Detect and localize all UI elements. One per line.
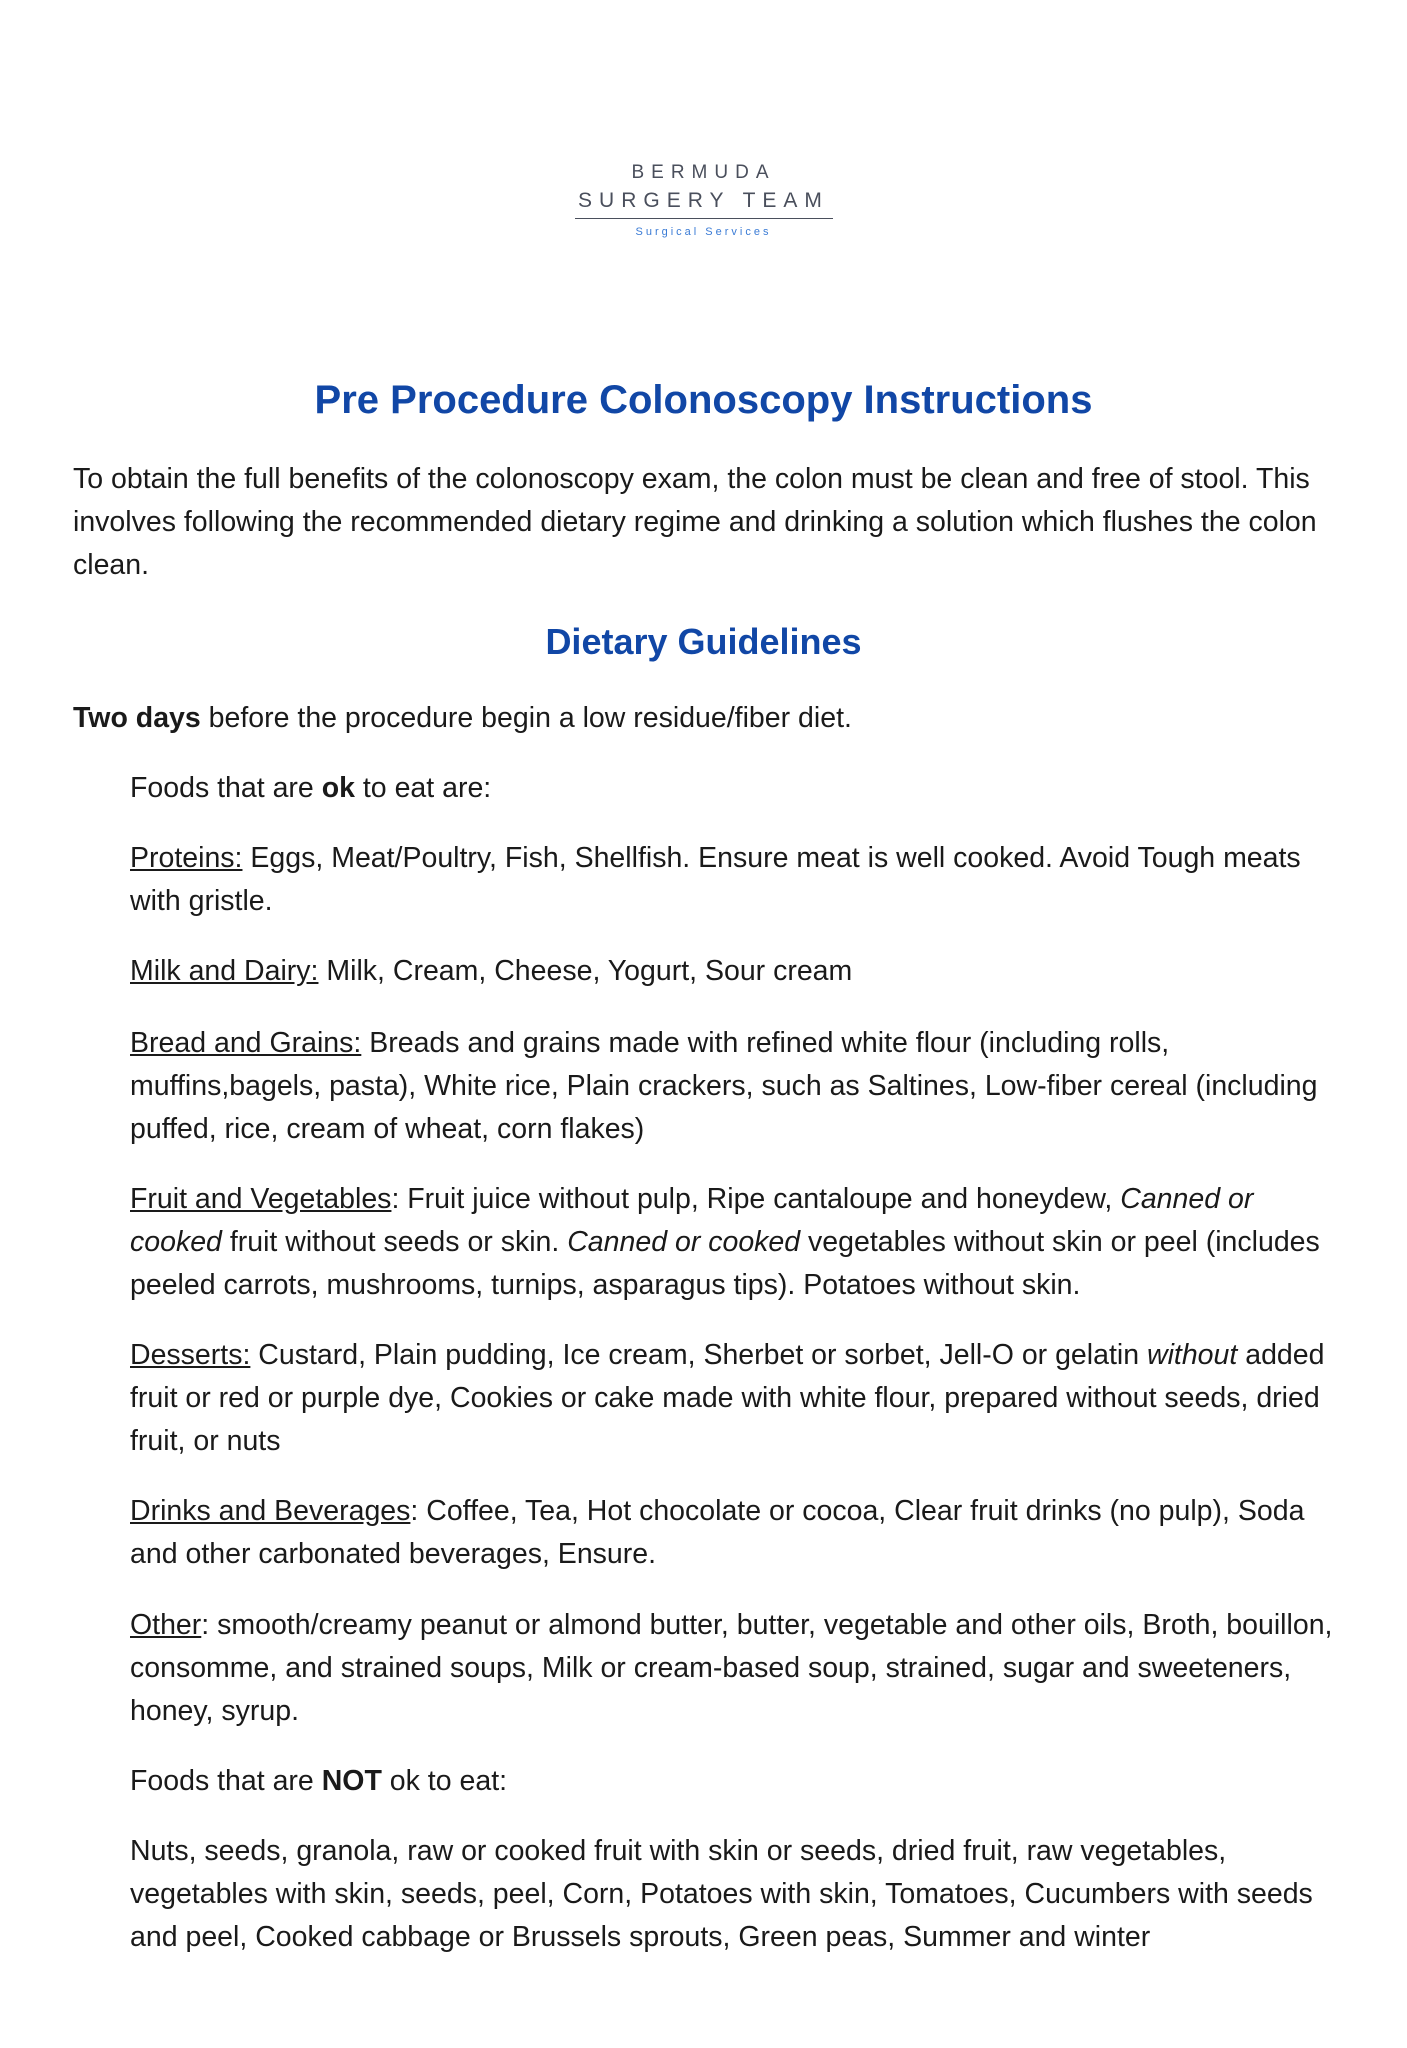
- not-ok-pre: Foods that are: [130, 1765, 322, 1797]
- fruit-paragraph: [130, 1178, 1350, 1307]
- page-title: Pre Procedure Colonoscopy Instructions: [314, 378, 1093, 422]
- fruit-italic-2: Canned or cooked: [567, 1226, 801, 1258]
- other-label: Other: [130, 1609, 202, 1641]
- bread-label: Bread and Grains:: [130, 1027, 362, 1059]
- drinks-text: : Coffee, Tea, Hot chocolate or cocoa, Clear fruit drinks (no pulp), Soda and other carbonated beverages, Ensure.: [130, 1495, 1305, 1570]
- not-ok-intro: [130, 1760, 1350, 1803]
- drinks-paragraph: [130, 1490, 1350, 1576]
- two-days-bold: Two days: [73, 702, 201, 734]
- two-days-text: before the procedure begin a low residue/fiber diet.: [200, 702, 852, 734]
- not-ok-bold: NOT: [321, 1765, 382, 1797]
- bread-paragraph: [130, 1022, 1350, 1151]
- bread-text: Breads and grains made with refined white flour (including rolls, muffins,bagels, pasta), White rice, Plain crackers, such as Saltines, Low-fiber cereal (including puffed, rice, cream of wheat, corn flakes): [130, 1027, 1318, 1145]
- not-ok-foods-list: Nuts, seeds, granola, raw or cooked fruit with skin or seeds, dried fruit, raw vegetables, vegetables with skin, seeds, peel, Corn, Potatoes with skin, Tomatoes, Cucumbers with seeds and peel, Cooked cabbage or Brussels sprouts, Green peas, Summer and winter: [130, 1835, 1313, 1953]
- desserts-text-2: added fruit or red or purple dye, Cookies or cake made with white flour, prepared without seeds, dried fruit, or nuts: [130, 1339, 1325, 1457]
- dairy-paragraph: [130, 950, 1350, 993]
- fruit-label: Fruit and Vegetables: [130, 1183, 392, 1215]
- logo-line-2: SURGERY TEAM: [578, 189, 829, 212]
- drinks-label: Drinks and Beverages: [130, 1495, 411, 1527]
- logo-line-1: BERMUDA: [631, 162, 776, 183]
- desserts-italic: without: [1146, 1339, 1238, 1371]
- fruit-text-3: vegetables without skin or peel (includes peeled carrots, mushrooms, turnips, asparagus tips). Potatoes without skin.: [130, 1226, 1320, 1301]
- logo-divider: [575, 218, 833, 219]
- desserts-paragraph: [130, 1334, 1350, 1463]
- ok-foods-intro: [130, 767, 1350, 810]
- two-days-paragraph: [73, 697, 1343, 740]
- ok-foods-post: to eat are:: [354, 772, 492, 804]
- fruit-text-1: : Fruit juice without pulp, Ripe cantaloupe and honeydew,: [391, 1183, 1121, 1215]
- desserts-label: Desserts:: [130, 1339, 251, 1371]
- logo-tagline: Surgical Services: [635, 226, 772, 238]
- desserts-text-1: Custard, Plain pudding, Ice cream, Sherbet or sorbet, Jell-O or gelatin: [250, 1339, 1147, 1371]
- dietary-guidelines-heading: Dietary Guidelines: [545, 621, 862, 662]
- dairy-label: Milk and Dairy:: [130, 955, 319, 987]
- ok-foods-pre: Foods that are: [130, 772, 322, 804]
- proteins-label: Proteins:: [130, 842, 243, 874]
- fruit-italic-1: Canned or cooked: [130, 1183, 1254, 1258]
- dairy-text: Milk, Cream, Cheese, Yogurt, Sour cream: [318, 955, 853, 987]
- logo: [0, 160, 1407, 239]
- proteins-paragraph: [130, 837, 1350, 923]
- other-paragraph: [130, 1604, 1350, 1733]
- other-text: : smooth/creamy peanut or almond butter, butter, vegetable and other oils, Broth, bouillon, consomme, and strained soups, Milk or cream-based soup, strained, sugar and sweeteners, honey, syrup.: [130, 1609, 1333, 1727]
- intro-paragraph: To obtain the full benefits of the colonoscopy exam, the colon must be clean and free of stool. This involves following the recommended dietary regime and drinking a solution which flushes the colon clean.: [73, 463, 1317, 581]
- ok-foods-bold: ok: [321, 772, 355, 804]
- fruit-text-2: fruit without seeds or skin.: [221, 1226, 568, 1258]
- proteins-text: Eggs, Meat/Poultry, Fish, Shellfish. Ensure meat is well cooked. Avoid Tough meats with gristle.: [130, 842, 1301, 917]
- not-ok-post: ok to eat:: [381, 1765, 508, 1797]
